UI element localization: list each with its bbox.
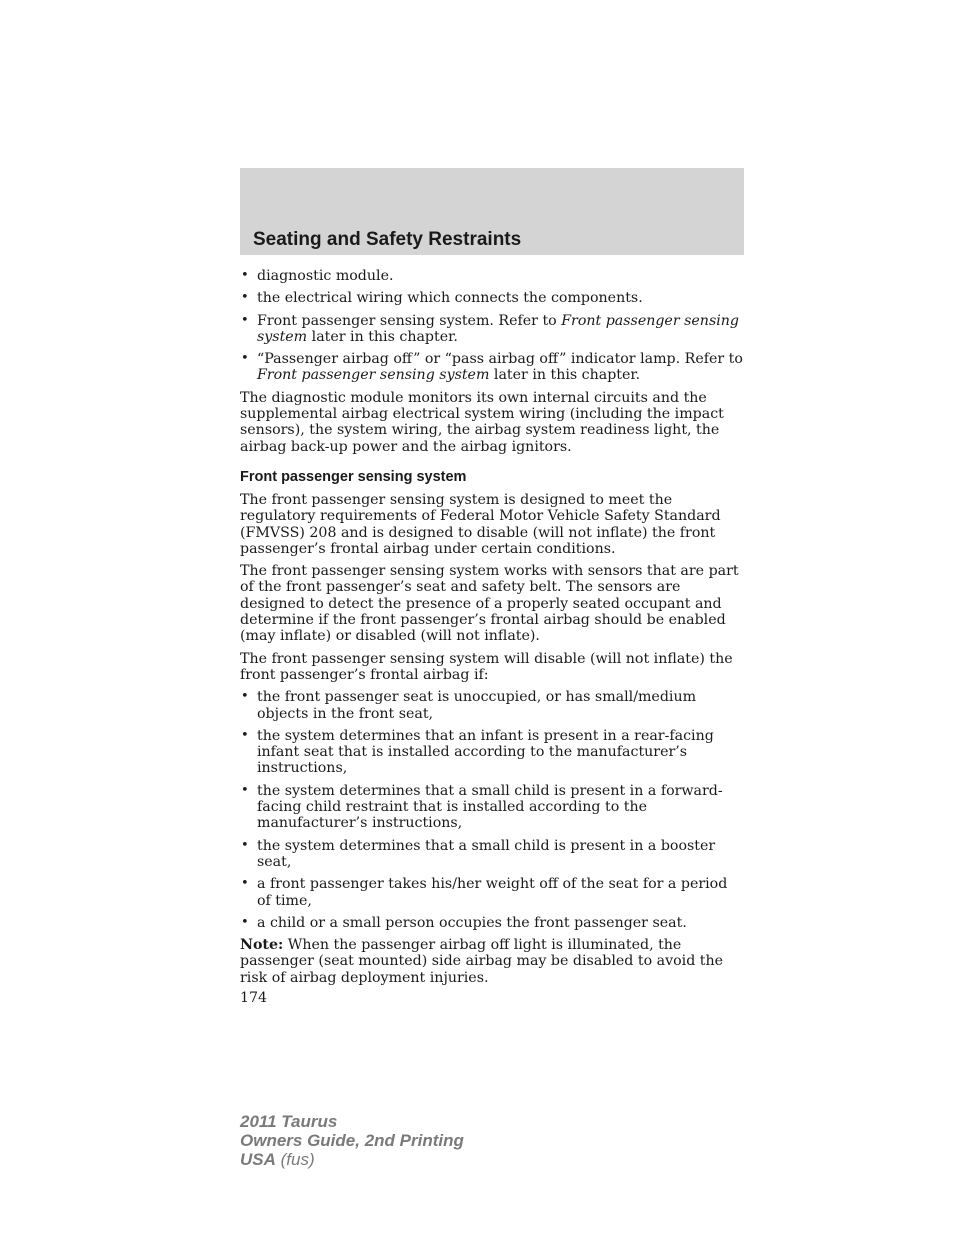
list-item [240, 783, 745, 832]
list-item-text: a child or a small person occupies the front passenger seat. [257, 914, 687, 931]
list-item [240, 876, 745, 909]
page-content [240, 268, 745, 1006]
list-item-text: the system determines that a small child is present in a forward-facing child restraint that is installed according to the manufacturer’s instructions, [257, 782, 723, 832]
list-item [240, 268, 745, 284]
page-number: 174 [240, 989, 268, 1006]
subheading: Front passenger sensing system [240, 468, 467, 485]
paragraph-diagnostic: The diagnostic module monitors its own internal circuits and the supplemental airbag electrical system wiring (including the impact sensors), the system wiring, the airbag system readiness light, the airbag back-up power and the airbag ignitors. [240, 389, 724, 455]
list-item-text: “Passenger airbag off” or “pass airbag off” indicator lamp. Refer to [257, 351, 743, 368]
note-text: When the passenger airbag off light is illuminated, the passenger (seat mounted) side airbag may be disabled to avoid the risk of airbag deployment injuries. [240, 937, 724, 986]
section-header-band [240, 168, 744, 255]
footer-region: USA [240, 1150, 276, 1169]
list-item-text: the system determines that an infant is present in a rear-facing infant seat that is installed according to the manufacturer’s instructions, [257, 727, 714, 777]
paragraph-2: The front passenger sensing system works with sensors that are part of the front passenger’s seat and safety belt. The sensors are designed to detect the presence of a properly seated occupant and determine if the front passenger’s frontal airbag should be enabled (may inflate) or disabled (will not inflate). [240, 563, 739, 645]
document-footer [240, 1112, 464, 1169]
intro-bullet-list [240, 268, 745, 384]
footer-code: (fus) [275, 1150, 315, 1169]
list-item [240, 689, 745, 722]
bullet-dot: • [241, 290, 249, 306]
footer-line-2: Owners Guide, 2nd Printing [240, 1131, 464, 1150]
list-item [240, 838, 745, 871]
list-item-text: later in this chapter. [489, 367, 641, 384]
list-item [240, 351, 745, 384]
bullet-dot: • [241, 351, 249, 367]
note-paragraph [240, 937, 745, 986]
bullet-dot: • [241, 727, 249, 743]
list-item-text: a front passenger takes his/her weight off of the seat for a period of time, [257, 876, 728, 909]
cross-reference: Front passenger sensing system [257, 367, 490, 384]
section-title: Seating and Safety Restraints [253, 229, 522, 250]
bullet-dot: • [241, 837, 249, 853]
list-item-text: later in this chapter. [307, 328, 458, 345]
list-item-text: diagnostic module. [257, 268, 394, 284]
bullet-dot: • [241, 782, 249, 798]
list-item-text: Front passenger sensing system. Refer to [257, 312, 562, 329]
list-item-text: the front passenger seat is unoccupied, or has small/medium objects in the front seat, [257, 689, 697, 722]
list-item-text: the system determines that a small child is present in a booster seat, [257, 837, 716, 870]
bullet-dot: • [241, 914, 249, 930]
bullet-dot: • [241, 268, 249, 283]
paragraph-3: The front passenger sensing system will disable (will not inflate) the front passenger’s frontal airbag if: [240, 650, 733, 683]
list-item-text: the electrical wiring which connects the components. [257, 290, 643, 307]
list-item [240, 290, 745, 306]
note-label: Note: [240, 937, 284, 954]
footer-line-3 [240, 1150, 464, 1169]
bullet-dot: • [241, 312, 249, 328]
footer-line-1: 2011 Taurus [240, 1112, 338, 1131]
disable-bullet-list [240, 689, 745, 931]
bullet-dot: • [241, 876, 249, 892]
list-item [240, 313, 745, 346]
list-item [240, 915, 745, 931]
bullet-dot: • [241, 689, 249, 705]
list-item [240, 728, 745, 777]
cross-reference: Front passenger sensing system [257, 312, 739, 345]
paragraph-1: The front passenger sensing system is designed to meet the regulatory requirements of Federal Motor Vehicle Safety Standard (FMVSS) 208 and is designed to disable (will not inflate) the front passenger’s frontal airbag under certain conditions. [240, 491, 721, 557]
